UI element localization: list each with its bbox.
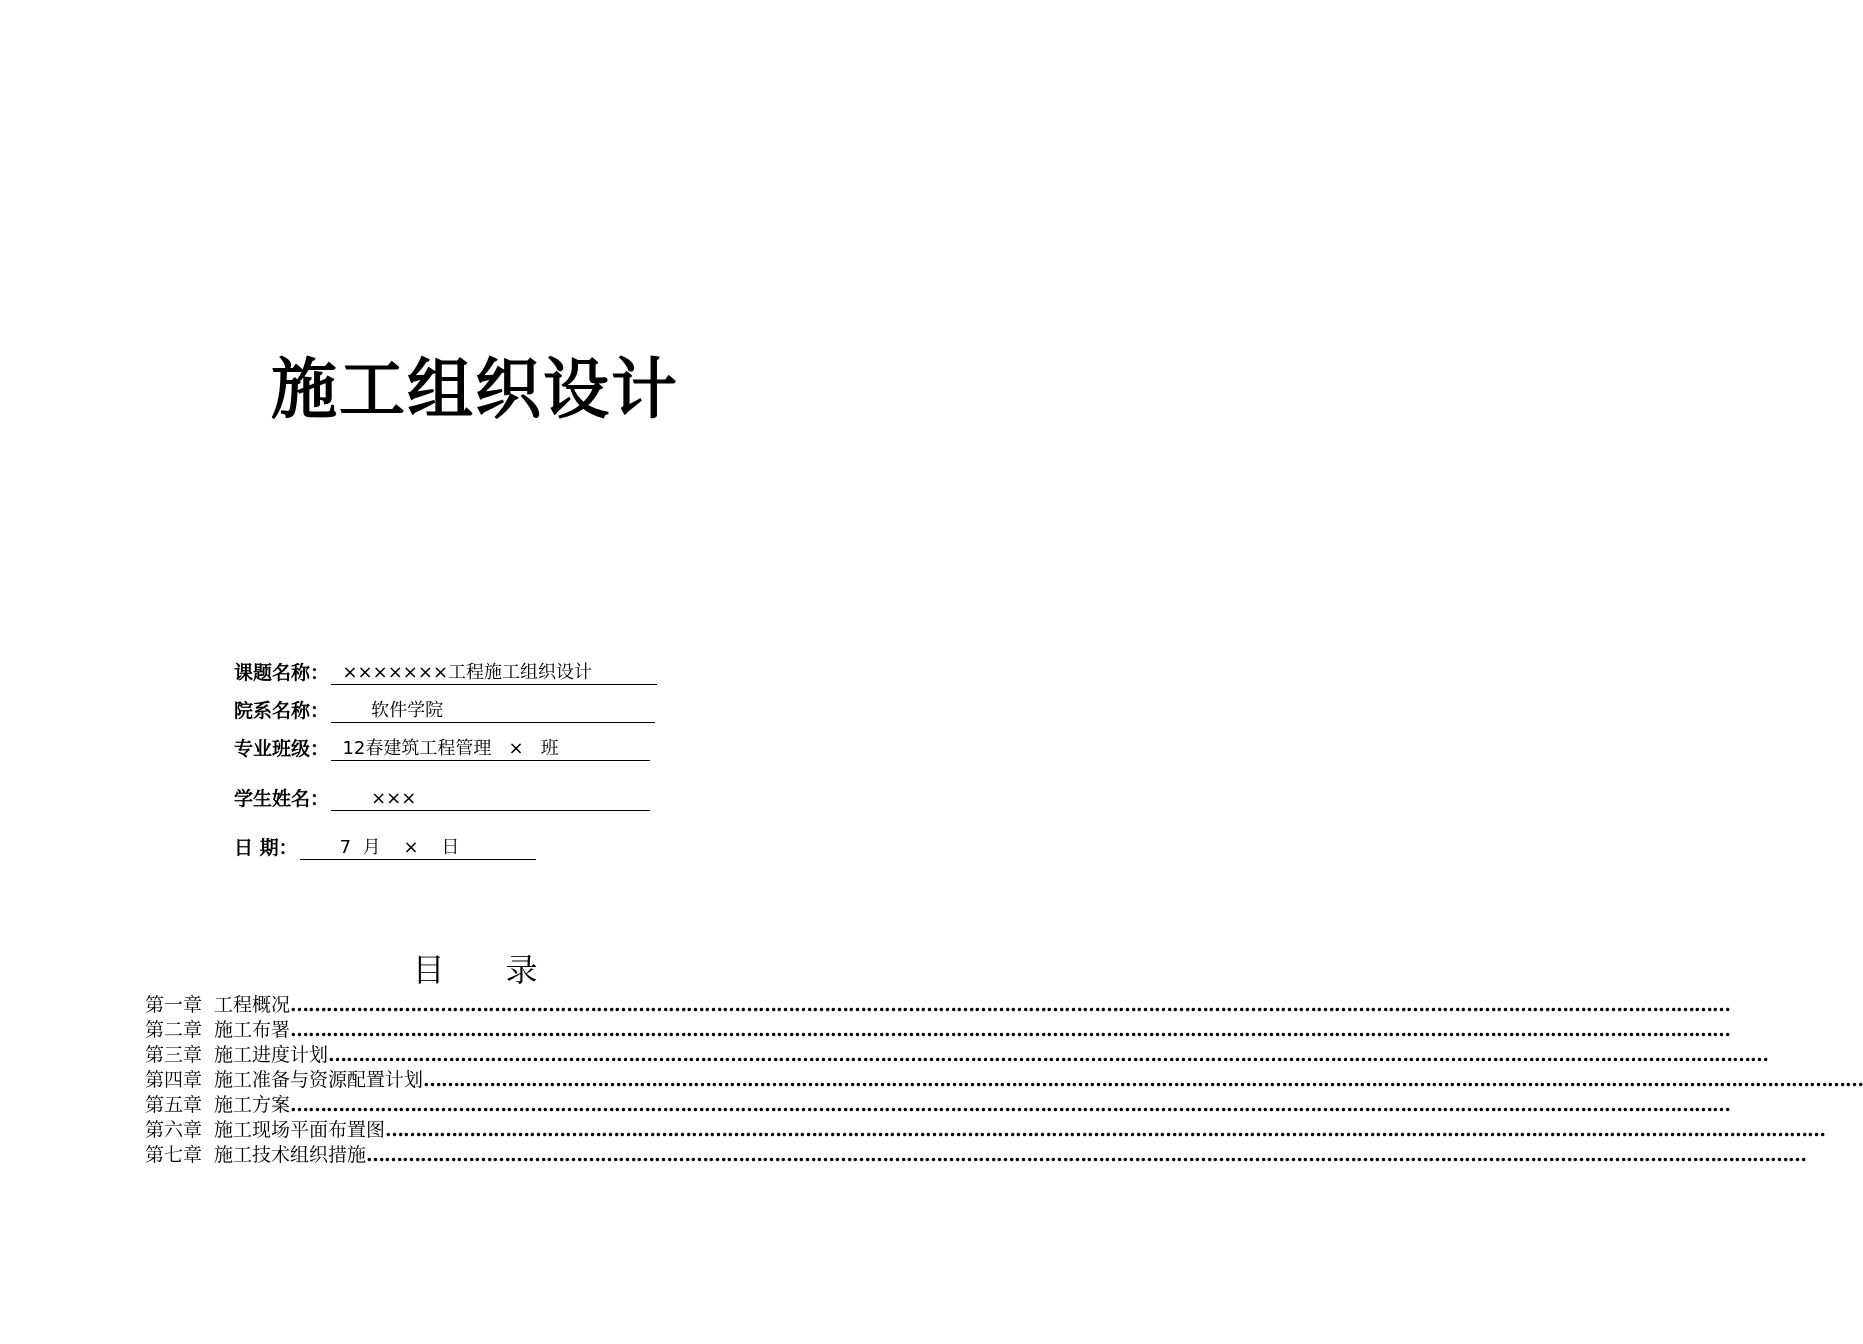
student-value: ××× (331, 788, 650, 811)
toc-leader: …………………………………………………………………………………………………………………………………………………………………………………………………………………… (290, 1094, 1731, 1116)
toc-name: 施工现场平面布置图 (214, 1119, 386, 1141)
toc-item[interactable] (145, 1143, 1807, 1168)
major-class-value: 12春建筑工程管理 × 班 (331, 738, 650, 761)
toc-item[interactable] (145, 1118, 1826, 1143)
toc-chapter: 第七章 (145, 1144, 203, 1166)
toc-list (145, 993, 1863, 1168)
toc-name: 施工准备与资源配置计划 (214, 1069, 424, 1091)
toc-item[interactable] (145, 993, 1731, 1018)
info-row-student (234, 781, 650, 811)
toc-name: 施工方案 (214, 1094, 291, 1116)
info-row-topic (234, 655, 657, 685)
major-class-label: 专业班级： (234, 738, 330, 760)
department-label: 院系名称： (234, 700, 330, 722)
toc-name: 施工进度计划 (214, 1044, 329, 1066)
toc-chapter: 第一章 (145, 994, 203, 1016)
toc-item[interactable] (145, 1068, 1863, 1093)
toc-leader: …………………………………………………………………………………………………………………………………………………………………………………………………………………… (290, 994, 1731, 1016)
page-title: 施工组织设计 (271, 351, 679, 428)
toc-leader: …………………………………………………………………………………………………………………………………………………………………………………………………………………… (366, 1144, 1807, 1166)
topic-value: ×××××××工程施工组织设计 (331, 662, 657, 685)
toc-name: 施工技术组织措施 (214, 1144, 367, 1166)
toc-leader: …………………………………………………………………………………………………………………………………………………………………………………………………………………… (328, 1044, 1769, 1066)
info-row-department (234, 693, 655, 723)
toc-title: 目 录 (412, 951, 538, 989)
toc-chapter: 第六章 (145, 1119, 203, 1141)
toc-name: 工程概况 (214, 994, 291, 1016)
toc-chapter: 第五章 (145, 1094, 203, 1116)
toc-leader: …………………………………………………………………………………………………………………………………………………………………………………………………………………… (423, 1069, 1863, 1091)
toc-item[interactable] (145, 1018, 1731, 1043)
info-row-major-class (234, 731, 650, 761)
toc-chapter: 第三章 (145, 1044, 203, 1066)
topic-label: 课题名称： (234, 662, 330, 684)
info-row-date (234, 830, 536, 860)
department-value: 软件学院 (331, 700, 655, 723)
toc-item[interactable] (145, 1093, 1731, 1118)
toc-chapter: 第二章 (145, 1019, 203, 1041)
toc-item[interactable] (145, 1043, 1769, 1068)
toc-leader: …………………………………………………………………………………………………………………………………………………………………………………………………………………… (385, 1119, 1826, 1141)
date-label: 日 期： (234, 837, 298, 859)
toc-leader: …………………………………………………………………………………………………………………………………………………………………………………………………………………… (290, 1019, 1731, 1041)
toc-chapter: 第四章 (145, 1069, 203, 1091)
date-value: 7 月 × 日 (300, 837, 536, 860)
toc-name: 施工布署 (214, 1019, 291, 1041)
student-label: 学生姓名： (234, 788, 330, 810)
